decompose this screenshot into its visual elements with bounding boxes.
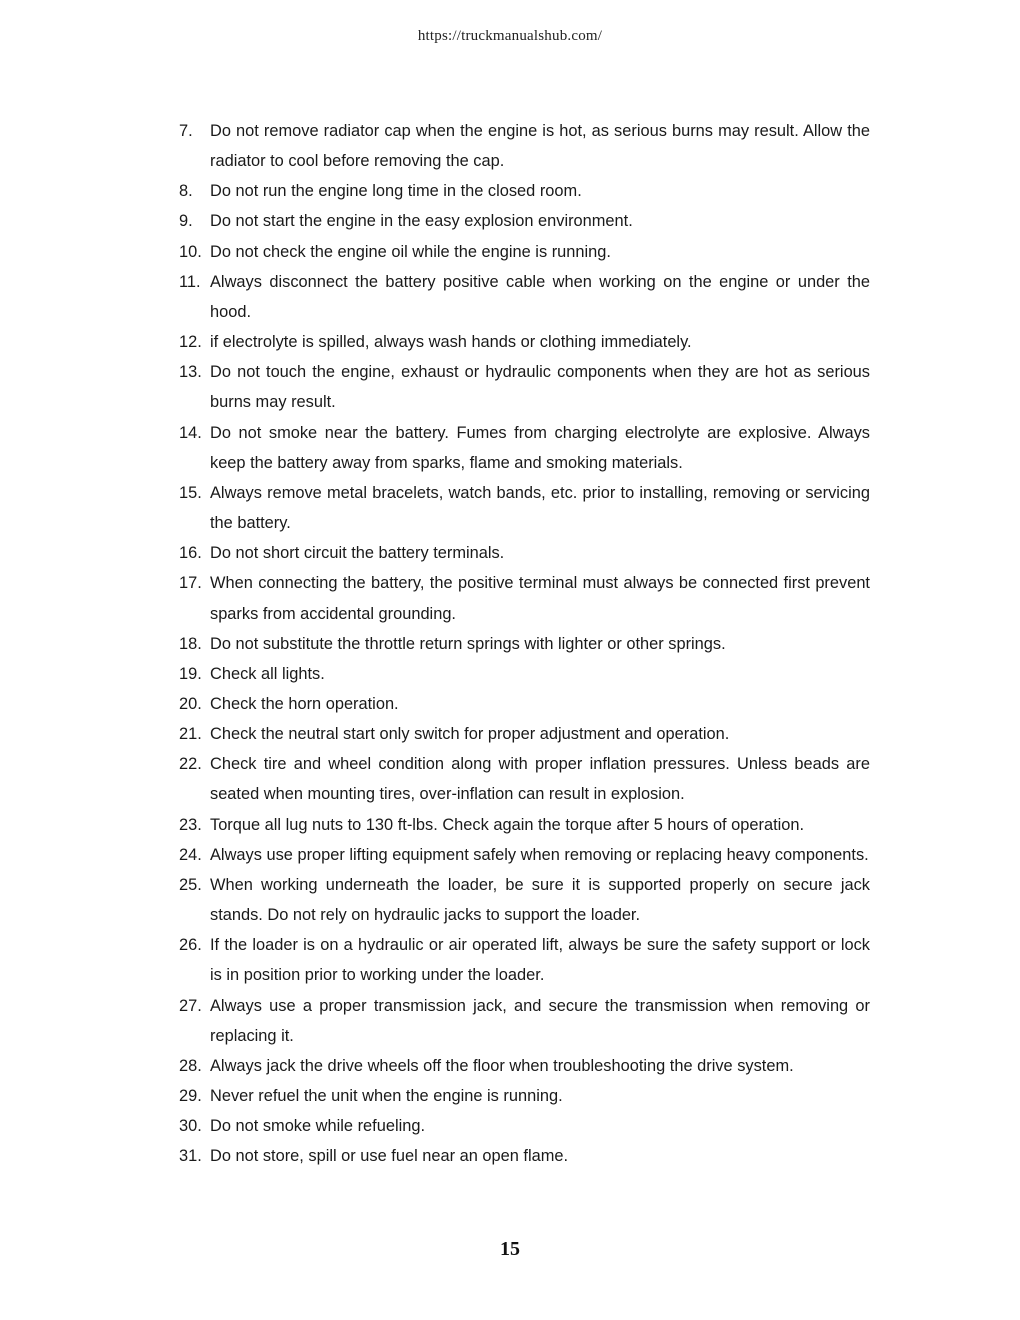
item-text: When working underneath the loader, be sure it is supported properly on secure jack stands. Do not rely on hydraulic jacks to support the loader. [210,875,870,925]
item-text: Do not smoke while refueling. [210,1117,426,1136]
item-text: Always use proper lifting equipment safely when removing or replacing heavy components. [210,845,869,864]
item-text: Always use a proper transmission jack, and secure the transmission when removing or replacing it. [210,996,870,1045]
item-text: If the loader is on a hydraulic or air operated lift, always be sure the safety support or lock is in position prior to working under the loader. [210,936,870,985]
item-number: 26. [179,936,202,955]
item-text: When connecting the battery, the positive terminal must always be connected first prevent sparks from accidental grounding. [210,574,870,623]
item-number: 31. [179,1147,202,1166]
list-item [179,870,870,930]
list-item [179,327,870,357]
item-number: 29. [179,1087,202,1105]
list-item [179,1081,870,1111]
item-number: 18. [179,634,202,653]
item-text: Do not check the engine oil while the engine is running. [210,242,611,261]
list-item [179,1141,870,1171]
list-item [179,930,870,990]
item-text: Always remove metal bracelets, watch bands, etc. prior to installing, removing or servicing the battery. [210,483,870,533]
list-item [179,689,870,719]
item-number: 16. [179,544,202,563]
item-text: Do not store, spill or use fuel near an open flame. [210,1147,569,1166]
list-item [179,478,870,538]
item-text: Check tire and wheel condition along with proper inflation pressures. Unless beads are seated when mounting tires, over-inflation can result in explosion. [210,755,870,804]
item-text: Check the neutral start only switch for proper adjustment and operation. [210,725,730,744]
header-url-link[interactable]: https://truckmanualshub.com/ [417,28,603,44]
item-number: 23. [179,815,202,834]
item-text: Do not substitute the throttle return springs with lighter or other springs. [210,634,726,653]
item-text: Always jack the drive wheels off the floor when troubleshooting the drive system. [210,1056,794,1075]
list-item [179,568,870,628]
list-item [179,176,870,206]
list-item [179,840,870,870]
item-number: 21. [179,725,202,744]
safety-instructions-list [179,116,870,1171]
item-text: Torque all lug nuts to 130 ft-lbs. Check again the torque after 5 hours of operation. [210,815,805,834]
list-item [179,659,870,689]
list-item [179,1051,870,1081]
list-item [179,810,870,840]
list-item [179,357,870,417]
list-item [179,749,870,809]
item-text: Do not smoke near the battery. Fumes from charging electrolyte are explosive. Always keep the battery away from sparks, flame and smoking materials. [210,423,870,472]
item-number: 22. [179,755,202,774]
list-item [179,418,870,478]
list-item [179,116,870,176]
item-number: 24. [179,845,202,864]
item-text: if electrolyte is spilled, always wash hands or clothing immediately. [210,333,692,352]
item-text: Do not start the engine in the easy explosion environment. [210,212,633,231]
item-number: 19. [179,664,202,683]
item-text: Check the horn operation. [210,694,399,713]
list-item [179,237,870,267]
item-number: 15. [179,483,202,502]
item-text: Never refuel the unit when the engine is running. [210,1087,563,1105]
list-item [179,1111,870,1141]
item-number: 14. [179,423,202,442]
item-number: 7. [179,122,193,140]
item-number: 9. [179,212,193,231]
page-number: 15 [500,1238,520,1260]
item-text: Do not short circuit the battery terminals. [210,544,505,563]
list-item [179,267,870,327]
item-number: 13. [179,363,202,382]
item-number: 11. [179,272,201,291]
list-item [179,719,870,749]
list-item [179,538,870,568]
list-item [179,629,870,659]
item-number: 20. [179,694,202,713]
item-text: Always disconnect the battery positive cable when working on the engine or under the hood. [210,272,870,321]
item-number: 12. [179,333,202,352]
item-text: Check all lights. [210,664,325,683]
list-item [179,991,870,1051]
item-text: Do not remove radiator cap when the engine is hot, as serious burns may result. Allow the radiator to cool before removing the cap. [210,122,870,171]
item-text: Do not run the engine long time in the closed room. [210,182,582,201]
item-number: 17. [179,574,202,593]
item-number: 25. [179,875,202,894]
item-text: Do not touch the engine, exhaust or hydraulic components when they are hot as serious burns may result. [210,363,870,412]
item-number: 28. [179,1056,202,1075]
item-number: 8. [179,182,193,201]
item-number: 30. [179,1117,202,1136]
item-number: 27. [179,996,202,1015]
list-item [179,206,870,236]
item-number: 10. [179,242,202,261]
